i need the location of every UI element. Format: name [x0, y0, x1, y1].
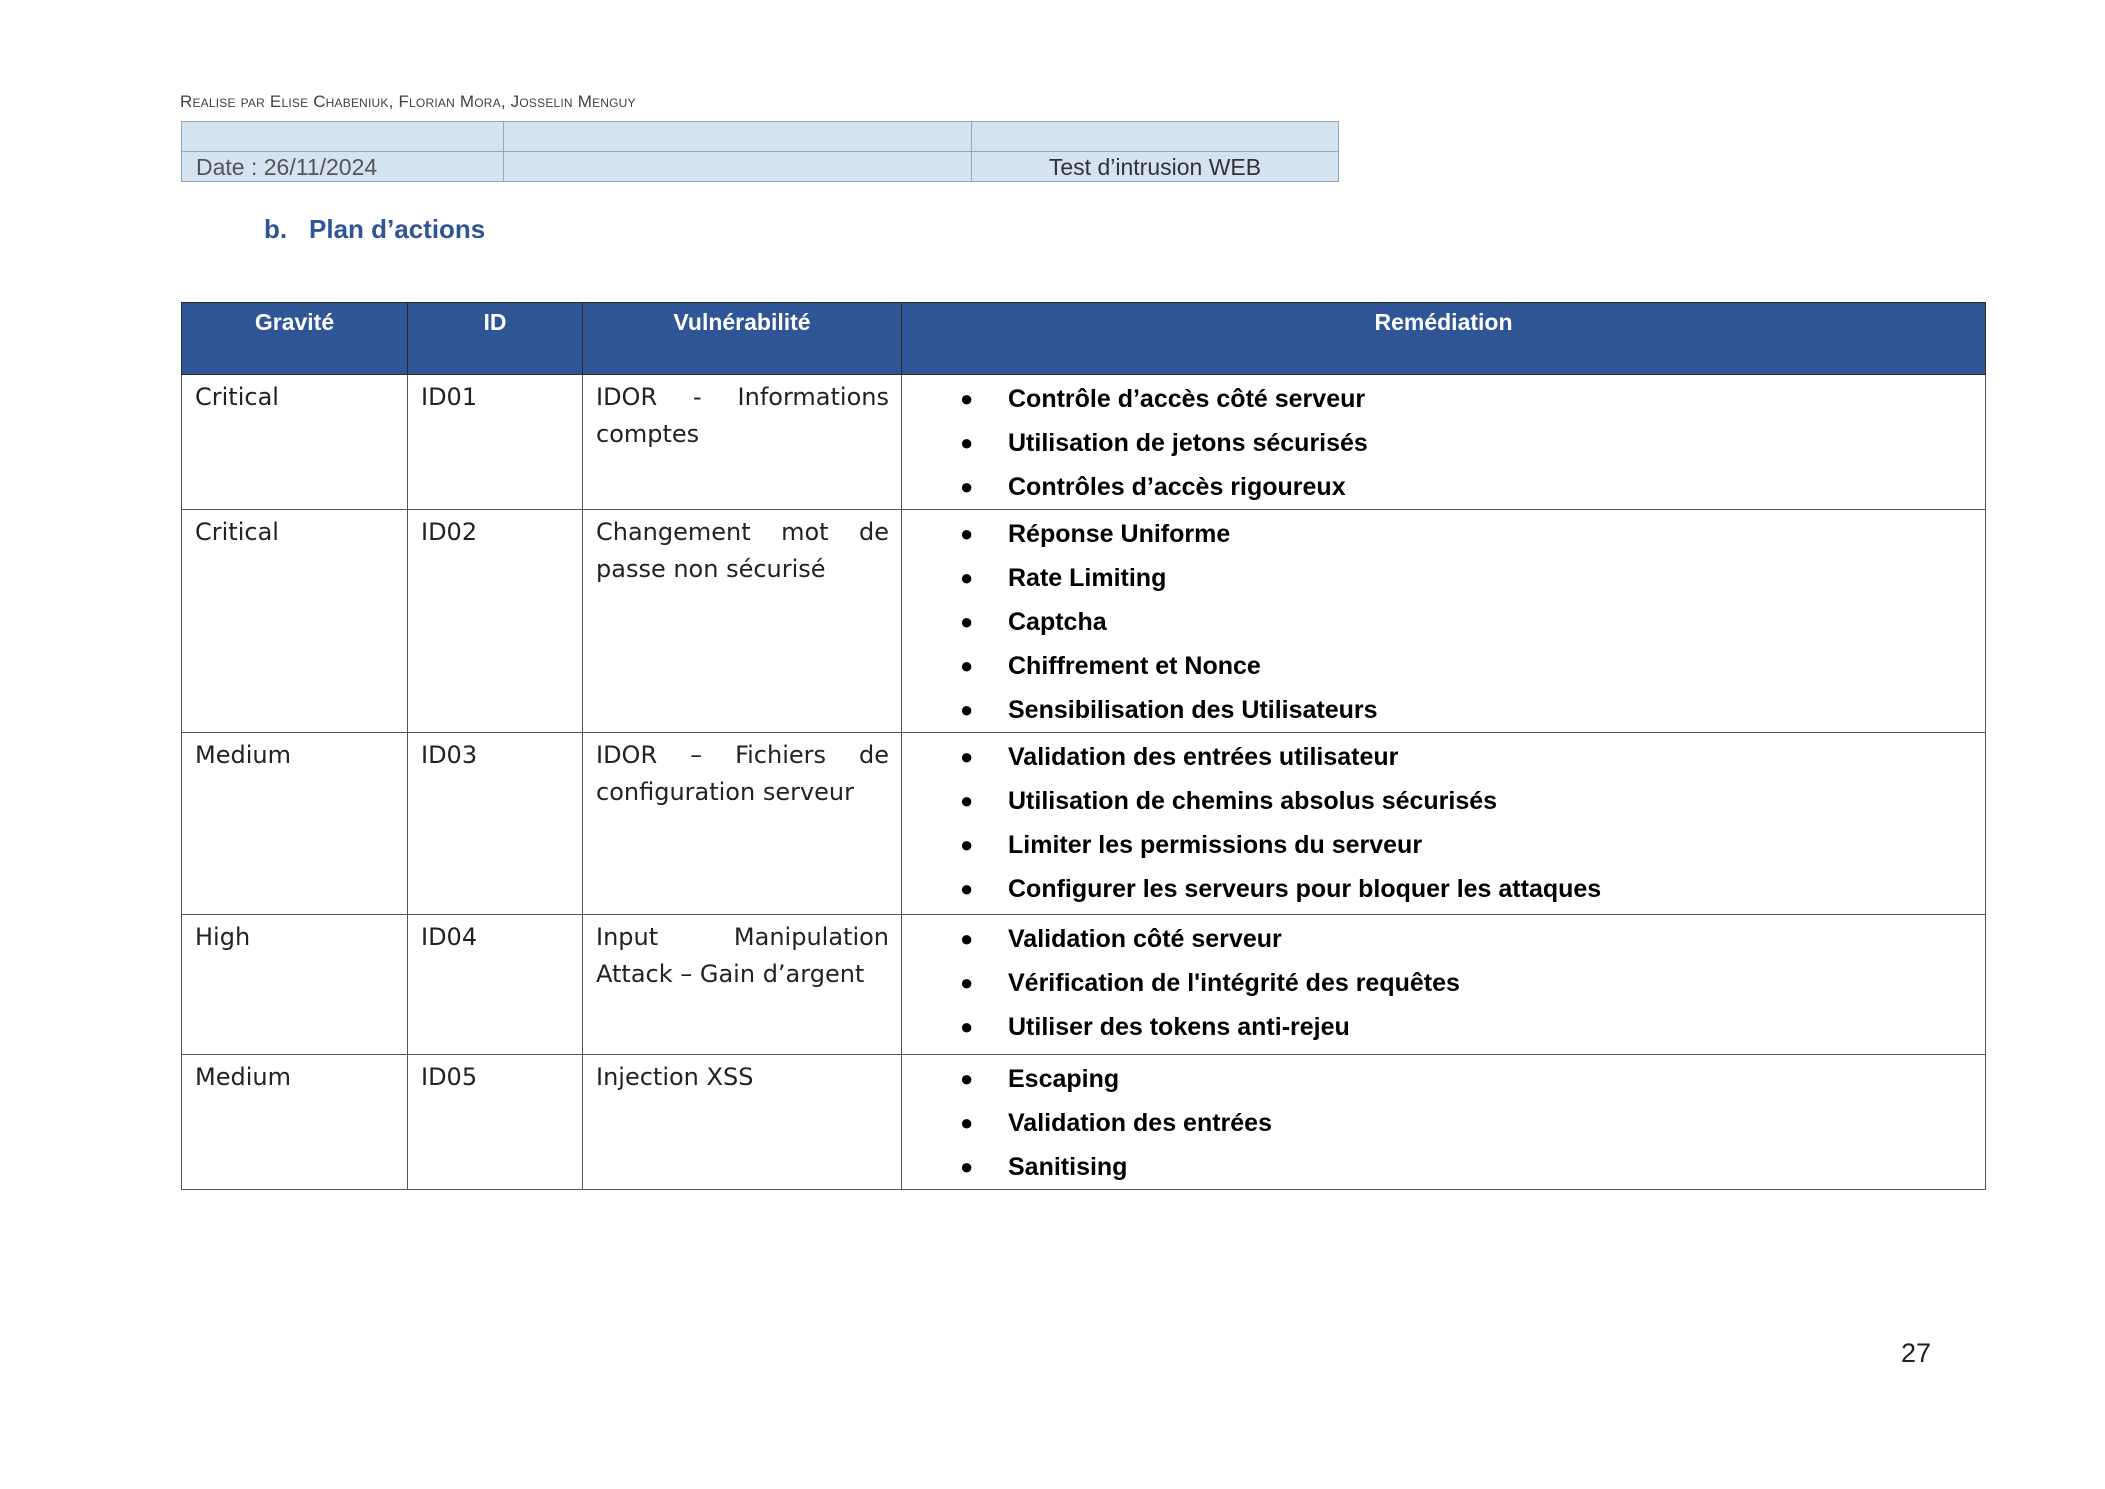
bullet-icon: ● — [960, 521, 974, 546]
bullet-icon: ● — [960, 926, 974, 951]
remediation-item: ● Utilisation de chemins absolus sécurisés — [958, 779, 1985, 823]
table-row — [182, 510, 1986, 733]
bullet-icon: ● — [960, 474, 974, 499]
cell-remediation — [902, 915, 1986, 1055]
document-title: Test d’intrusion WEB — [972, 152, 1339, 182]
document-header-box — [181, 121, 1339, 182]
column-header-vulnerabilite: Vulnérabilité — [583, 303, 902, 375]
remediation-item: ● Réponse Uniforme — [958, 512, 1985, 556]
section-number: b. — [264, 214, 288, 244]
cell-vulnerabilite: Changement mot de passe non sécurisé — [583, 510, 902, 733]
cell-vulnerabilite: Input Manipulation Attack – Gain d’argent — [583, 915, 902, 1055]
section-title: Plan d’actions — [309, 214, 486, 244]
cell-id: ID05 — [408, 1055, 583, 1190]
table-header-row — [182, 303, 1986, 375]
cell-gravite: Medium — [182, 1055, 408, 1190]
remediation-list — [902, 512, 1985, 732]
bullet-icon: ● — [960, 697, 974, 722]
bullet-icon: ● — [960, 1014, 974, 1039]
remediation-item: ● Limiter les permissions du serveur — [958, 823, 1985, 867]
remediation-item: ● Contrôles d’accès rigoureux — [958, 465, 1985, 509]
cell-remediation — [902, 733, 1986, 915]
remediation-item: ● Utilisation de jetons sécurisés — [958, 421, 1985, 465]
bullet-icon: ● — [960, 430, 974, 455]
header-cell — [182, 122, 504, 152]
table-row — [182, 733, 1986, 915]
cell-gravite: Critical — [182, 510, 408, 733]
remediation-list — [902, 377, 1985, 509]
remediation-item: ● Vérification de l'intégrité des requêtes — [958, 961, 1985, 1005]
column-header-remediation: Remédiation — [902, 303, 1986, 375]
cell-remediation — [902, 375, 1986, 510]
remediation-item: ● Escaping — [958, 1057, 1985, 1101]
cell-id: ID01 — [408, 375, 583, 510]
remediation-item: ● Validation des entrées utilisateur — [958, 735, 1985, 779]
header-cell — [504, 122, 972, 152]
remediation-item: ● Utiliser des tokens anti-rejeu — [958, 1005, 1985, 1049]
author-line: Realise par Elise Chabeniuk, Florian Mora, Josselin Menguy — [180, 92, 636, 111]
column-header-gravite: Gravité — [182, 303, 408, 375]
remediation-item: ● Configurer les serveurs pour bloquer les attaques — [958, 867, 1985, 911]
cell-vulnerabilite: Injection XSS — [583, 1055, 902, 1190]
remediation-item: ● Sanitising — [958, 1145, 1985, 1189]
remediation-item: ● Sensibilisation des Utilisateurs — [958, 688, 1985, 732]
cell-remediation — [902, 1055, 1986, 1190]
bullet-icon: ● — [960, 1154, 974, 1179]
cell-gravite: Medium — [182, 733, 408, 915]
remediation-list — [902, 917, 1985, 1049]
cell-vulnerabilite: IDOR - Informations comptes — [583, 375, 902, 510]
bullet-icon: ● — [960, 1066, 974, 1091]
cell-id: ID04 — [408, 915, 583, 1055]
section-heading — [264, 214, 485, 245]
bullet-icon: ● — [960, 832, 974, 857]
table-row — [182, 915, 1986, 1055]
cell-gravite: High — [182, 915, 408, 1055]
bullet-icon: ● — [960, 876, 974, 901]
header-cell — [504, 152, 972, 182]
bullet-icon: ● — [960, 970, 974, 995]
table-row — [182, 1055, 1986, 1190]
cell-vulnerabilite: IDOR – Fichiers de configuration serveur — [583, 733, 902, 915]
remediation-item: ● Validation des entrées — [958, 1101, 1985, 1145]
remediation-item: ● Chiffrement et Nonce — [958, 644, 1985, 688]
header-cell — [972, 122, 1339, 152]
remediation-item: ● Rate Limiting — [958, 556, 1985, 600]
bullet-icon: ● — [960, 565, 974, 590]
bullet-icon: ● — [960, 653, 974, 678]
remediation-item: ● Validation côté serveur — [958, 917, 1985, 961]
cell-id: ID03 — [408, 733, 583, 915]
table-row — [182, 375, 1986, 510]
page-number: 27 — [1901, 1338, 1932, 1368]
cell-remediation — [902, 510, 1986, 733]
cell-gravite: Critical — [182, 375, 408, 510]
remediation-list — [902, 1057, 1985, 1189]
bullet-icon: ● — [960, 744, 974, 769]
bullet-icon: ● — [960, 609, 974, 634]
remediation-item: ● Contrôle d’accès côté serveur — [958, 377, 1985, 421]
bullet-icon: ● — [960, 1110, 974, 1135]
bullet-icon: ● — [960, 386, 974, 411]
column-header-id: ID — [408, 303, 583, 375]
cell-id: ID02 — [408, 510, 583, 733]
action-plan-table — [181, 302, 1986, 1190]
document-date: Date : 26/11/2024 — [182, 152, 504, 182]
remediation-item: ● Captcha — [958, 600, 1985, 644]
remediation-list — [902, 735, 1985, 911]
bullet-icon: ● — [960, 788, 974, 813]
